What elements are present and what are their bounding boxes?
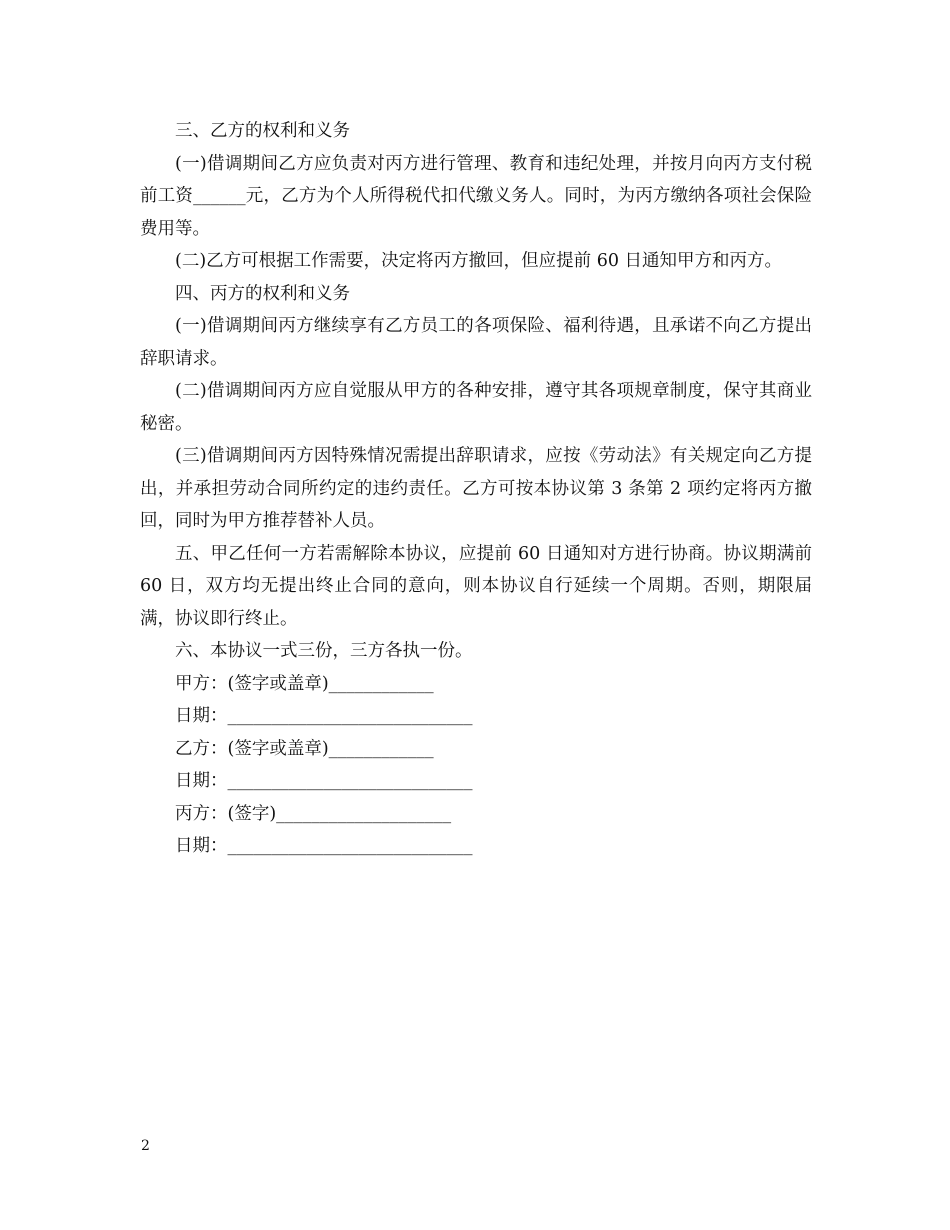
party-c-date-line: 日期：____________________________ xyxy=(175,836,473,856)
section-3-clause-1: (一)借调期间乙方应负责对丙方进行管理、教育和违纪处理，并按月向丙方支付税前工资______元，乙方为个人所得税代扣代缴义务人。同时，为丙方缴纳各项社会保险费用等。 xyxy=(140,153,812,239)
party-b-date-line: 日期：____________________________ xyxy=(175,771,473,791)
page-number: 2 xyxy=(141,1138,150,1154)
section-4-clause-3: (三)借调期间丙方因特殊情况需提出辞职请求，应按《劳动法》有关规定向乙方提出，并承担劳动合同所约定的违约责任。乙方可按本协议第 3 条第 2 项约定将丙方撤回，同时为甲方推荐替补人员。 xyxy=(140,446,812,531)
section-4-clause-1: (一)借调期间丙方继续享有乙方员工的各项保险、福利待遇，且承诺不向乙方提出辞职请求。 xyxy=(140,316,812,369)
section-3-heading: 三、乙方的权利和义务 xyxy=(175,121,350,141)
section-4-heading: 四、丙方的权利和义务 xyxy=(175,283,350,304)
party-a-date-line: 日期：____________________________ xyxy=(175,706,473,726)
section-3-clause-2: (二)乙方可根据工作需要，决定将丙方撤回，但应提前 60 日通知甲方和丙方。 xyxy=(175,251,783,271)
section-4-clause-2: (二)借调期间丙方应自觉服从甲方的各种安排，遵守其各项规章制度，保守其商业秘密。 xyxy=(140,381,812,434)
party-a-signature-line: 甲方：(签字或盖章)____________ xyxy=(175,673,434,694)
section-5-paragraph: 五、甲乙任何一方若需解除本协议，应提前 60 日通知对方进行协商。协议期满前 60 日，双方均无提出终止合同的意向，则本协议自行延续一个周期。否则，期限届满，协议即行终止。 xyxy=(140,543,812,629)
agreement-body xyxy=(140,115,812,863)
party-c-signature-line: 丙方：(签字)____________________ xyxy=(175,803,452,824)
section-6-paragraph: 六、本协议一式三份，三方各执一份。 xyxy=(175,641,473,661)
party-b-signature-line: 乙方：(签字或盖章)____________ xyxy=(175,738,434,759)
